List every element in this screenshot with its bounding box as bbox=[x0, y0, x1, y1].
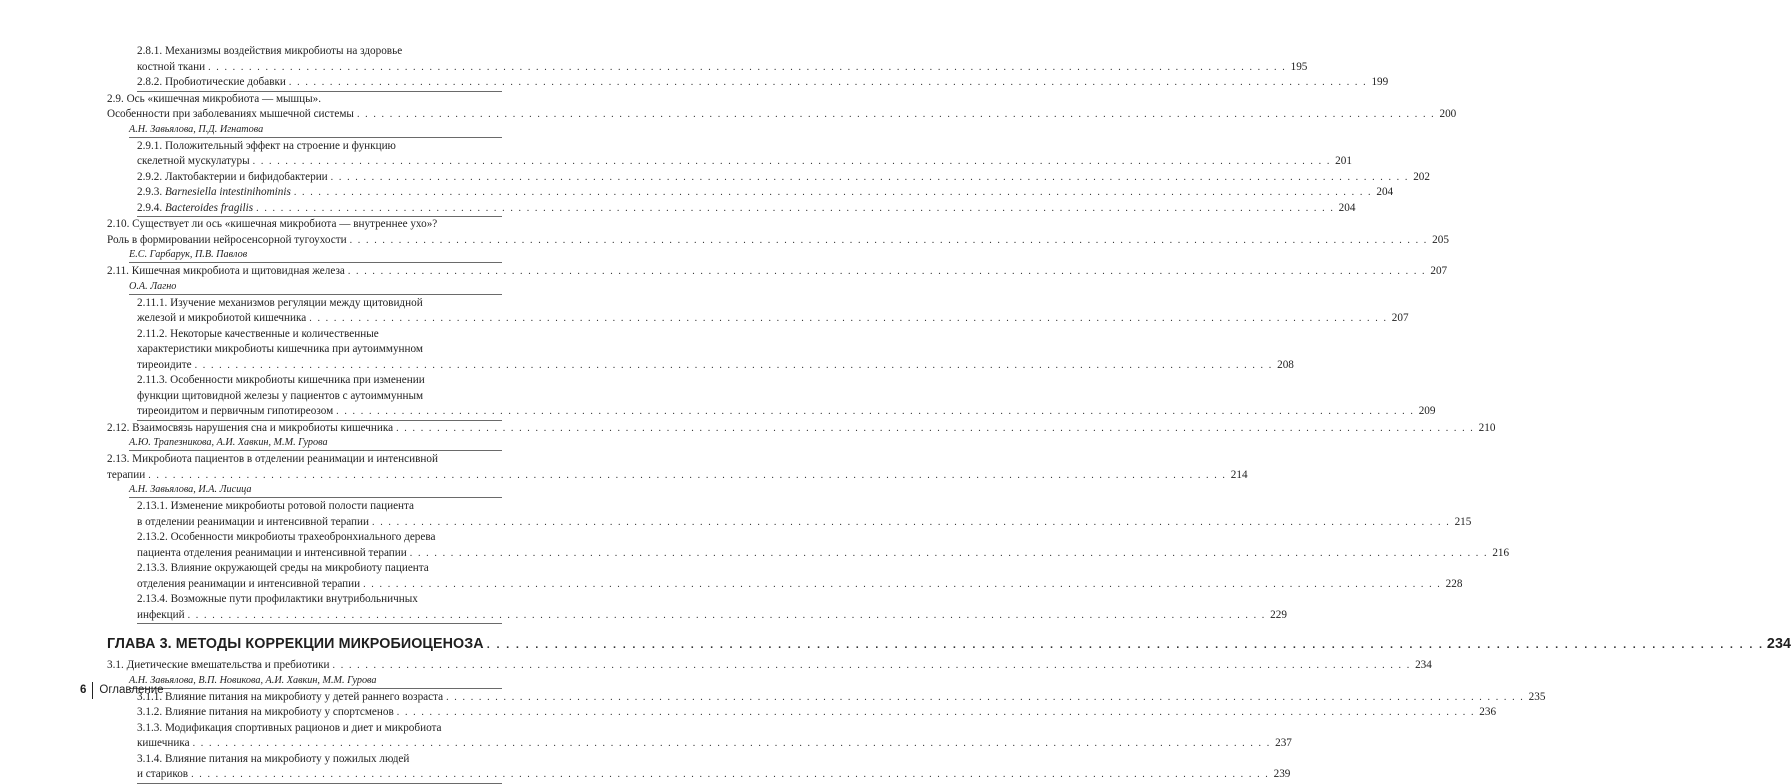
toc-entry-text: 2.11.3. Особенности микробиоты кишечника при изменении bbox=[137, 374, 425, 386]
toc-entry-text: 2.13. Микробиота пациентов в отделении реанимации и интенсивной bbox=[107, 453, 438, 465]
toc-entry-text: кишечника bbox=[137, 737, 190, 749]
toc-leader-dots bbox=[350, 233, 1428, 249]
toc-authors: А.Ю. Трапезникова, А.И. Хавкин, М.М. Гурова bbox=[129, 436, 502, 451]
toc-page-number: 200 bbox=[1439, 108, 1457, 120]
toc-leader-dots bbox=[396, 421, 1474, 437]
toc-page-number: 229 bbox=[1270, 608, 1287, 621]
toc-entry-text: 3.1.1. Влияние питания на микробиоту у детей раннего возраста bbox=[137, 690, 444, 703]
toc-leader-dots bbox=[333, 658, 1411, 674]
toc-chapter-entry[interactable] bbox=[107, 635, 1791, 654]
toc-entry-text: 2.13.2. Особенности микробиоты трахеобронхиального дерева bbox=[137, 531, 436, 543]
toc-entry[interactable] bbox=[137, 185, 1394, 201]
toc-page-number: 234 bbox=[1766, 636, 1791, 652]
toc-entry-text: тиреоидитом и первичным гипотиреозом bbox=[137, 405, 334, 417]
toc-leader-dots bbox=[357, 107, 1435, 123]
toc-page-number: 208 bbox=[1277, 358, 1294, 371]
table-of-contents bbox=[107, 44, 1791, 784]
toc-leader-dots bbox=[397, 705, 1475, 721]
toc-leader-dots bbox=[191, 767, 1269, 783]
toc-leader-dots bbox=[193, 736, 1271, 752]
page-footer bbox=[80, 680, 164, 700]
toc-page-number: 205 bbox=[1432, 233, 1449, 246]
toc-entry[interactable] bbox=[137, 139, 1352, 170]
toc-entry-text: 2.13.3. Влияние окружающей среды на микробиоту пациента bbox=[137, 562, 429, 574]
toc-page-number: 215 bbox=[1454, 515, 1472, 528]
toc-entry-text: тиреоидите bbox=[137, 358, 192, 371]
toc-authors: О.А. Лагно bbox=[129, 280, 502, 295]
toc-page-number: 228 bbox=[1445, 577, 1463, 590]
toc-page-number: 216 bbox=[1492, 546, 1510, 559]
toc-leader-dots bbox=[336, 404, 1414, 420]
toc-leader-dots bbox=[294, 185, 1372, 201]
toc-entry-text: 2.9.4. Bacteroides fragilis bbox=[137, 201, 254, 214]
toc-leader-dots bbox=[348, 264, 1426, 280]
toc-leader-dots bbox=[331, 170, 1409, 186]
toc-entry-text: Особенности при заболеваниях мышечной системы bbox=[107, 108, 354, 120]
toc-page-number: 234 bbox=[1415, 659, 1432, 671]
toc-entry-text: 2.9.1. Положительный эффект на строение и функцию bbox=[137, 139, 396, 152]
toc-authors: А.Н. Завьялова, П.Д. Игнатова bbox=[129, 123, 502, 138]
toc-entry-text: 3.1.4. Влияние питания на микробиоту у пожилых людей bbox=[137, 752, 410, 765]
toc-entry[interactable] bbox=[137, 752, 1291, 784]
toc-leader-dots bbox=[188, 608, 1266, 624]
toc-entry[interactable] bbox=[137, 705, 1497, 721]
toc-entry-text: железой и микробиотой кишечника bbox=[137, 312, 307, 324]
toc-entry[interactable] bbox=[137, 592, 1287, 624]
toc-entry[interactable] bbox=[137, 170, 1430, 186]
toc-page-number: 204 bbox=[1376, 186, 1394, 198]
toc-entry-text: скелетной мускулатуры bbox=[137, 155, 250, 167]
toc-entry-text: характеристики микробиоты кишечника при аутоиммунном bbox=[137, 343, 423, 355]
toc-entry[interactable] bbox=[137, 499, 1472, 530]
toc-entry-text: функции щитовидной железы у пациентов с аутоиммунным bbox=[137, 389, 424, 402]
toc-entry-text: 3.1.3. Модификация спортивных рационов и диет и микробиота bbox=[137, 721, 442, 734]
toc-page-number: 199 bbox=[1371, 76, 1389, 88]
footer-divider bbox=[92, 682, 93, 699]
toc-entry-text: 2.13.4. Возможные пути профилактики внутрибольничных bbox=[137, 593, 418, 605]
toc-entry[interactable] bbox=[107, 421, 1496, 437]
toc-entry[interactable] bbox=[107, 217, 1449, 248]
toc-leader-dots bbox=[487, 636, 1764, 654]
toc-entry-text: 2.8.1. Механизмы воздействия микробиоты на здоровье bbox=[137, 45, 403, 57]
toc-leader-dots bbox=[253, 154, 1331, 170]
toc-page-number: 201 bbox=[1335, 155, 1352, 167]
toc-entry[interactable] bbox=[137, 201, 1356, 218]
toc-entry[interactable] bbox=[107, 452, 1248, 483]
toc-entry-text: 2.11.2. Некоторые качественные и количественные bbox=[137, 327, 379, 340]
toc-entry-text: 2.13.1. Изменение микробиоты ротовой полости пациента bbox=[137, 500, 415, 512]
toc-entry[interactable] bbox=[137, 690, 1546, 706]
footer-section-title: Оглавление bbox=[99, 684, 164, 696]
toc-entry[interactable] bbox=[137, 561, 1463, 592]
toc-entry-text: инфекций bbox=[137, 608, 185, 621]
toc-leader-dots bbox=[208, 60, 1286, 76]
toc-entry-text: 2.11.1. Изучение механизмов регуляции между щитовидной bbox=[137, 296, 423, 309]
toc-page-number: 202 bbox=[1413, 170, 1430, 183]
toc-page-number: 195 bbox=[1290, 60, 1308, 73]
toc-entry-text: 3.1. Диетические вмешательства и пребиотики bbox=[107, 659, 330, 671]
toc-entry-text: отделения реанимации и интенсивной терапии bbox=[137, 577, 361, 590]
toc-entry-text: и стариков bbox=[137, 768, 189, 780]
toc-page-number: 207 bbox=[1391, 312, 1409, 324]
toc-entry[interactable] bbox=[137, 44, 1308, 75]
toc-entry-text: пациента отделения реанимации и интенсивной терапии bbox=[137, 546, 407, 559]
toc-entry[interactable] bbox=[137, 530, 1510, 561]
toc-entry[interactable] bbox=[137, 721, 1292, 752]
footer-page-number: 6 bbox=[80, 684, 87, 696]
toc-page-number: 210 bbox=[1478, 421, 1496, 434]
toc-entry-text: Роль в формировании нейросенсорной тугоухости bbox=[107, 233, 347, 246]
toc-page-number: 235 bbox=[1528, 690, 1546, 703]
toc-leader-dots bbox=[372, 515, 1450, 531]
toc-entry-text: 2.11. Кишечная микробиота и щитовидная железа bbox=[107, 265, 345, 277]
toc-page-number: 237 bbox=[1275, 737, 1292, 749]
toc-entry-text: в отделении реанимации и интенсивной терапии bbox=[137, 515, 370, 528]
toc-entry[interactable] bbox=[107, 264, 1448, 280]
toc-authors: А.Н. Завьялова, И.А. Лисица bbox=[129, 483, 502, 498]
toc-entry[interactable] bbox=[107, 92, 1457, 123]
toc-entry[interactable] bbox=[107, 658, 1432, 674]
toc-entry[interactable] bbox=[137, 75, 1389, 92]
toc-leader-dots bbox=[148, 468, 1226, 484]
toc-page-number: 207 bbox=[1430, 265, 1448, 277]
toc-entry-text: 2.10. Существует ли ось «кишечная микробиота — внутреннее ухо»? bbox=[107, 218, 438, 230]
toc-entry-text: 2.12. Взаимосвязь нарушения сна и микробиоты кишечника bbox=[107, 421, 394, 434]
toc-entry-text: 3.1.2. Влияние питания на микробиоту у спортсменов bbox=[137, 706, 394, 718]
toc-entry-text: ГЛАВА 3. МЕТОДЫ КОРРЕКЦИИ МИКРОБИОЦЕНОЗА bbox=[107, 636, 484, 652]
toc-leader-dots bbox=[289, 75, 1367, 91]
toc-page-number: 204 bbox=[1338, 201, 1356, 214]
toc-authors: А.Н. Завьялова, В.П. Новикова, А.И. Хавкин, М.М. Гурова bbox=[129, 674, 502, 689]
toc-entry[interactable] bbox=[137, 373, 1436, 421]
toc-page-number: 236 bbox=[1479, 706, 1497, 718]
toc-entry-text: 2.9.2. Лактобактерии и бифидобактерии bbox=[137, 170, 328, 183]
toc-entry[interactable] bbox=[137, 327, 1294, 374]
toc-entry-text: 2.9. Ось «кишечная микробиота — мышцы». bbox=[107, 92, 322, 105]
toc-page-number: 214 bbox=[1230, 468, 1248, 481]
toc-leader-dots bbox=[309, 311, 1387, 327]
toc-entry-text: 2.9.3. Barnesiella intestinihominis bbox=[137, 186, 291, 198]
toc-entry-text: костной ткани bbox=[137, 60, 206, 73]
toc-leader-dots bbox=[256, 201, 1334, 217]
toc-entry-text: терапии bbox=[107, 468, 146, 481]
toc-leader-dots bbox=[195, 358, 1273, 374]
toc-leader-dots bbox=[363, 577, 1441, 593]
toc-leader-dots bbox=[446, 690, 1524, 706]
toc-entry-text: 2.8.2. Пробиотические добавки bbox=[137, 76, 286, 88]
toc-page-number: 209 bbox=[1418, 405, 1436, 417]
toc-authors: Е.С. Гарбарук, П.В. Павлов bbox=[129, 248, 502, 263]
toc-leader-dots bbox=[410, 546, 1488, 562]
toc-entry[interactable] bbox=[137, 296, 1409, 327]
toc-page-number: 239 bbox=[1273, 768, 1291, 780]
